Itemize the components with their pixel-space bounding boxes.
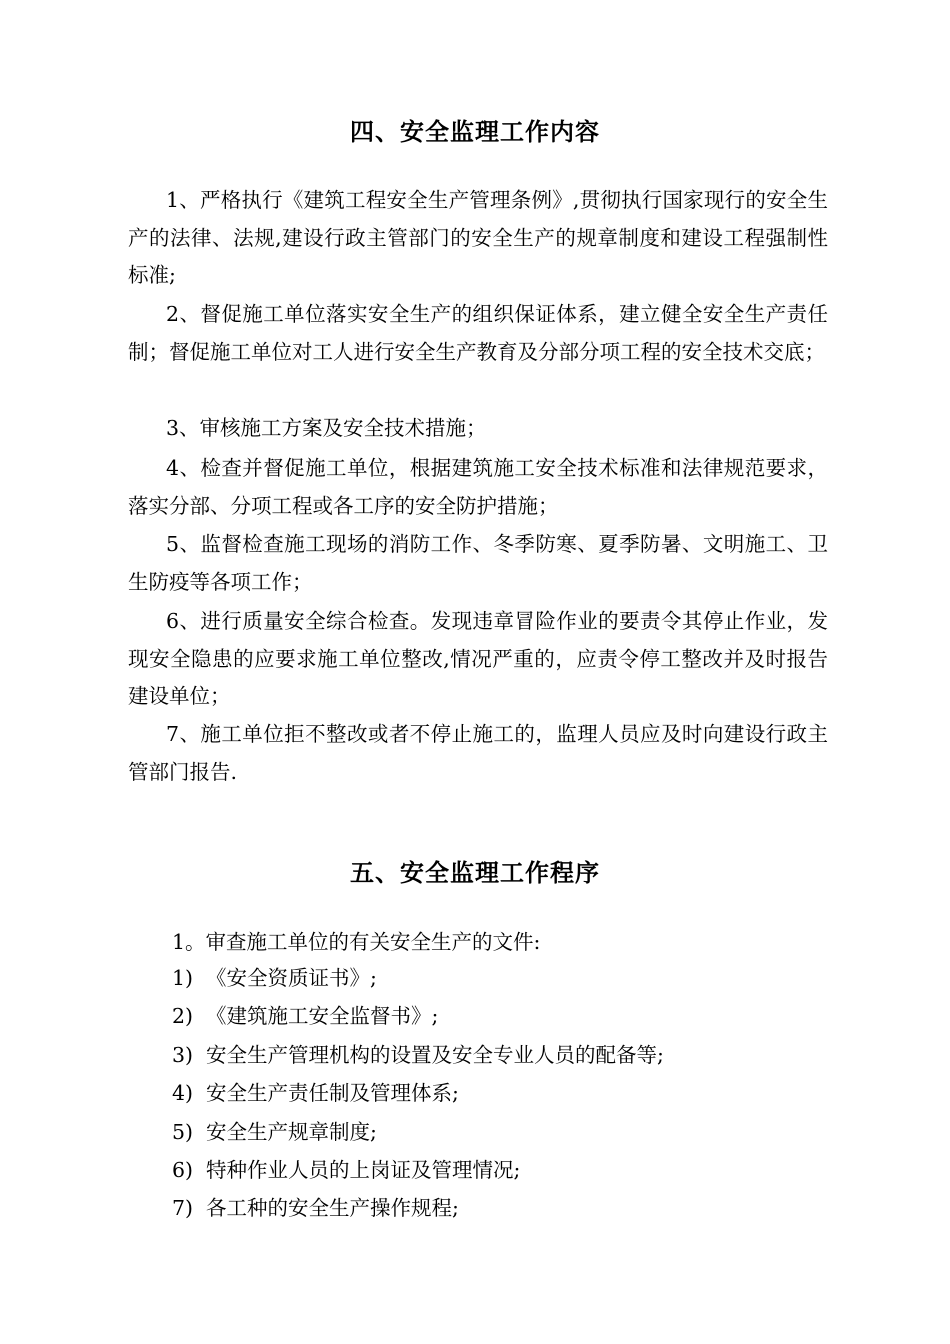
section-4-item-6: 6、进行质量安全综合检查。发现违章冒险作业的要责令其停止作业，发现安全隐患的应要求施工单位整改,情况严重的，应责令停工整改并及时报告建设单位； (128, 609, 828, 708)
section-4-item-7: 7、施工单位拒不整改或者不停止施工的，监理人员应及时向建设行政主管部门报告. (128, 722, 828, 784)
list-item (172, 963, 832, 993)
list-item (172, 1155, 832, 1185)
list-item-text: 安全生产规章制度; (206, 1120, 377, 1144)
list-item (172, 1040, 832, 1070)
section-4-heading: 四、安全监理工作内容 (350, 117, 600, 146)
list-item-number: 2) (172, 1004, 194, 1028)
section-5-intro: 1。审查施工单位的有关安全生产的文件: (172, 930, 541, 954)
list-item-number: 7) (172, 1196, 194, 1220)
list-item-text: 安全生产责任制及管理体系; (206, 1081, 459, 1105)
section-4-item-3: 3、审核施工方案及安全技术措施； (166, 416, 487, 440)
section-4-item-5: 5、监督检查施工现场的消防工作、冬季防寒、夏季防暑、文明施工、卫生防疫等各项工作； (128, 532, 828, 594)
list-item-number: 1) (172, 966, 194, 990)
section-5-heading: 五、安全监理工作程序 (350, 858, 600, 887)
list-item (172, 1193, 832, 1223)
list-item (172, 1078, 832, 1108)
list-item-number: 4) (172, 1081, 194, 1105)
section-4-item-1: 1、严格执行《建筑工程安全生产管理条例》,贯彻执行国家现行的安全生产的法律、法规,建设行政主管部门的安全生产的规章制度和建设工程强制性标准; (128, 188, 828, 287)
list-item-text: 《安全资质证书》; (206, 966, 377, 990)
list-item-number: 5) (172, 1120, 194, 1144)
list-item (172, 1001, 832, 1031)
list-item-number: 3) (172, 1043, 194, 1067)
list-item-text: 各工种的安全生产操作规程; (206, 1196, 459, 1220)
section-4-item-4: 4、检查并督促施工单位，根据建筑施工安全技术标准和法律规范要求，落实分部、分项工程或各工序的安全防护措施； (128, 456, 828, 518)
list-item-text: 《建筑施工安全监督书》; (206, 1004, 439, 1028)
section-4-item-2: 2、督促施工单位落实安全生产的组织保证体系，建立健全安全生产责任制；督促施工单位对工人进行安全生产教育及分部分项工程的安全技术交底； (128, 302, 828, 364)
list-item-number: 6) (172, 1158, 194, 1182)
list-item (172, 1117, 832, 1147)
list-item-text: 特种作业人员的上岗证及管理情况; (206, 1158, 521, 1182)
list-item-text: 安全生产管理机构的设置及安全专业人员的配备等; (206, 1043, 664, 1067)
